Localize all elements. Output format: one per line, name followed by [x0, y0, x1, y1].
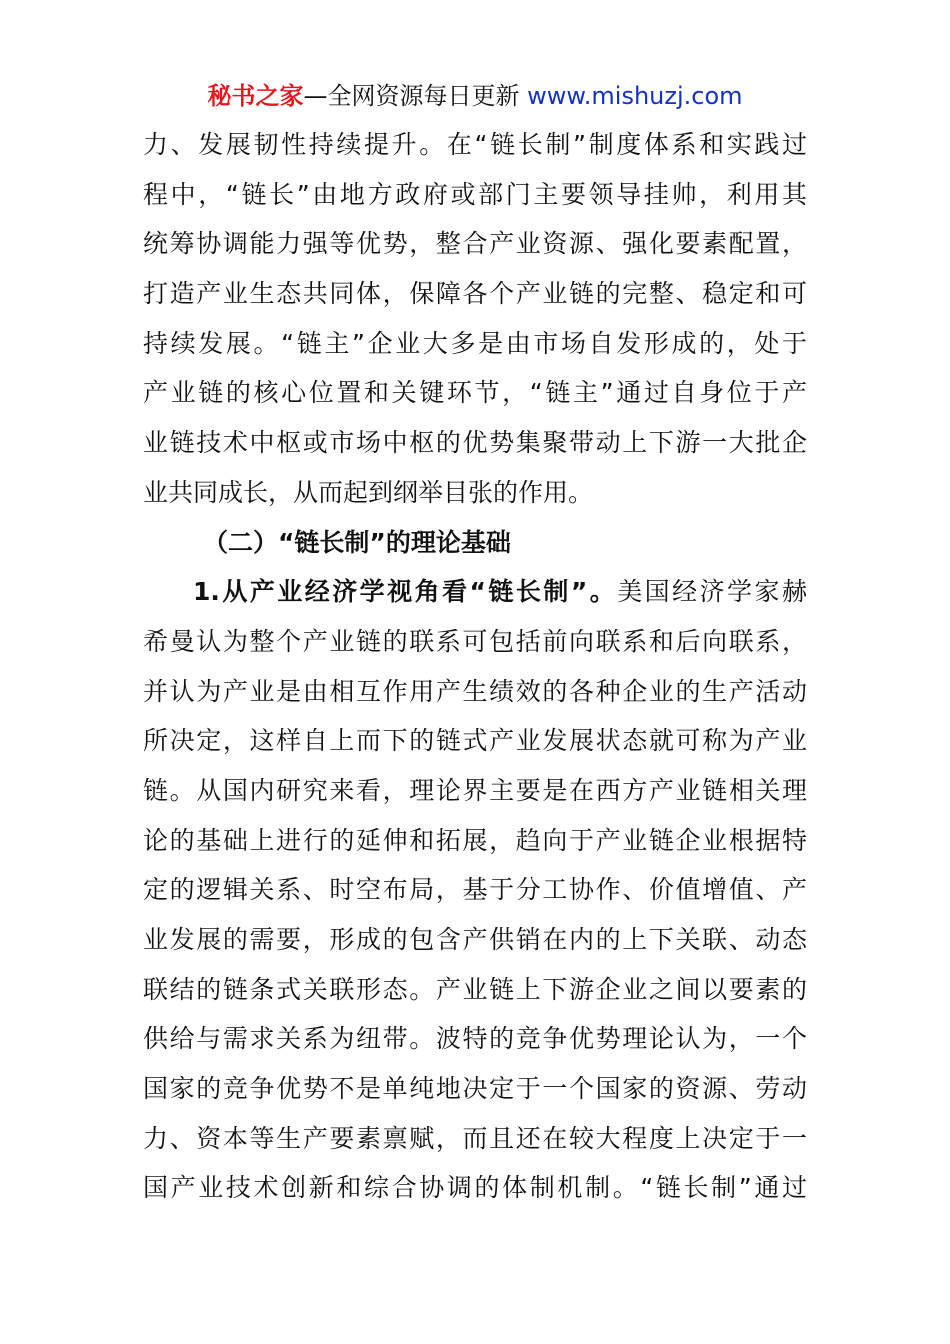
paragraph-line: 所决定，这样自上而下的链式产业发展状态就可称为产业	[143, 726, 807, 756]
paragraph-line: 论的基础上进行的延伸和拓展，趋向于产业链企业根据特	[143, 825, 807, 855]
paragraph-line: 联结的链条式关联形态。产业链上下游企业之间以要素的	[143, 974, 807, 1004]
paragraph-line: 链。从国内研究来看，理论界主要是在西方产业链相关理	[143, 775, 807, 805]
paragraph-line: 产业链的核心位置和关键环节，“链主”通过自身位于产	[143, 378, 807, 408]
subsection-title: 1.从产业经济学视角看“链长制”。	[193, 577, 618, 607]
paragraph-line: 希曼认为整个产业链的联系可包括前向联系和后向联系，	[143, 626, 807, 656]
paragraph-line: 定的逻辑关系、时空布局，基于分工协作、价值增值、产	[143, 875, 807, 905]
site-brand: 秘书之家	[207, 82, 304, 110]
paragraph-line: 业链技术中枢或市场中枢的优势集聚带动上下游一大批企	[143, 428, 807, 458]
paragraph-line: 并认为产业是由相互作用产生绩效的各种企业的生产活动	[143, 676, 807, 706]
paragraph-line: 国产业技术创新和综合协调的体制机制。“链长制”通过	[143, 1173, 807, 1203]
paragraph-line: 统筹协调能力强等优势，整合产业资源、强化要素配置，	[143, 229, 807, 259]
site-tagline: —全网资源每日更新	[303, 82, 528, 110]
lead-rest-text: 美国经济学家赫	[617, 577, 807, 607]
paragraph-line: 力、发展韧性持续提升。在“链长制”制度体系和实践过	[143, 130, 807, 159]
paragraph-line: 业发展的需要，形成的包含产供销在内的上下关联、动态	[143, 925, 807, 954]
document-body	[143, 120, 807, 1213]
site-header	[0, 80, 950, 112]
paragraph-line: 力、资本等生产要素禀赋，而且还在较大程度上决定于一	[143, 1123, 807, 1153]
paragraph-line: 业共同成长，从而起到纲举目张的作用。	[143, 477, 594, 507]
paragraph-line: 打造产业生态共同体，保障各个产业链的完整、稳定和可	[143, 279, 807, 309]
paragraph-line: 供给与需求关系为纽带。波特的竞争优势理论认为，一个	[143, 1024, 807, 1054]
paragraph-lead-line	[143, 567, 807, 617]
paragraph-line: 国家的竞争优势不是单纯地决定于一个国家的资源、劳动	[143, 1074, 807, 1104]
paragraph-line: 持续发展。“链主”企业大多是由市场自发形成的，处于	[143, 328, 807, 358]
paragraph-line: 程中，“链长”由地方政府或部门主要领导挂帅，利用其	[143, 179, 807, 209]
site-url-link[interactable]: www.mishuzj.com	[527, 82, 743, 110]
section-heading: （二）“链长制”的理论基础	[203, 527, 511, 557]
